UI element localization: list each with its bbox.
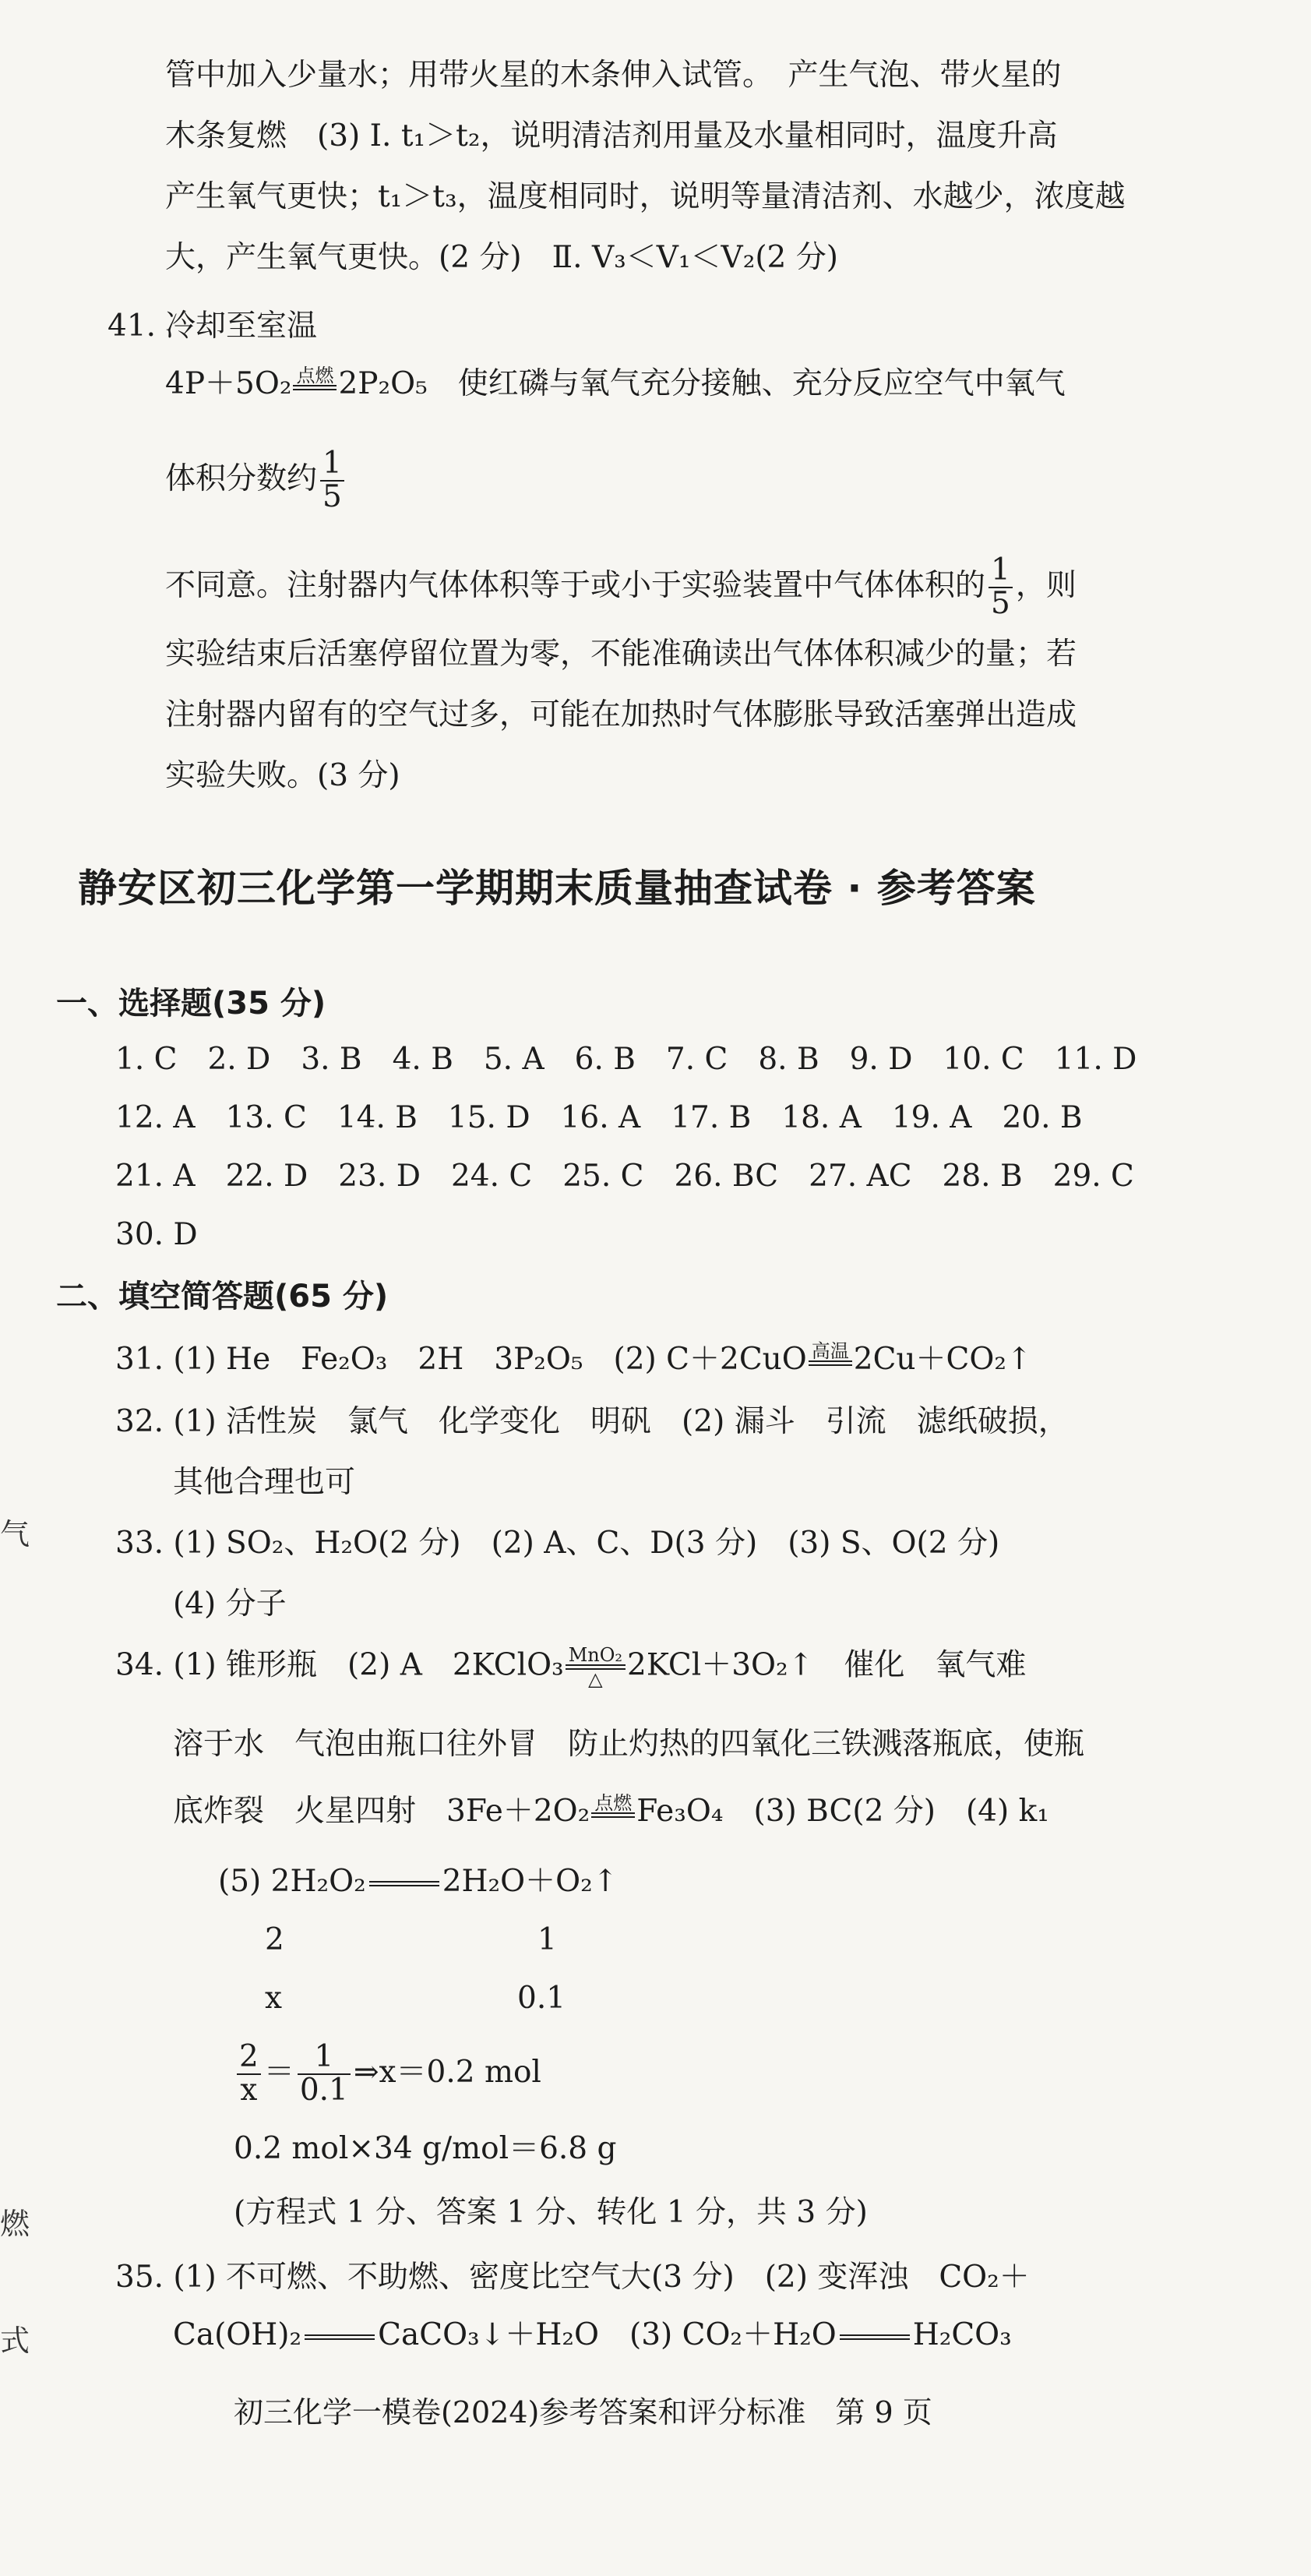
mc-answers-row-1: 1. C 2. D 3. B 4. B 5. A 6. B 7. C 8. B 9. D 10. C 11. D (115, 1042, 1137, 1077)
q35-middle: CaCO₃↓＋H₂O (3) CO₂＋H₂O (378, 2317, 837, 2352)
q41-line-3-text: 体积分数约 (165, 461, 318, 496)
q40-line-2: 木条复燃 (3) Ⅰ. t₁＞t₂，说明清洁剂用量及水量相同时，温度升高 (165, 118, 1058, 154)
q41-eq-text: 使红磷与氧气充分接触、充分反应空气中氧气 (457, 366, 1066, 401)
q40-line-3: 产生氧气更快；t₁＞t₃，温度相同时，说明等量清洁剂、水越少，浓度越 (165, 179, 1126, 214)
equals-sign (305, 2334, 375, 2340)
q40-line-4: 大，产生氧气更快。(2 分) Ⅱ. V₃＜V₁＜V₂(2 分) (165, 240, 838, 275)
q32-line-1: 32. (1) 活性炭 氯气 化学变化 明矾 (2) 漏斗 引流 滤纸破损， (115, 1404, 1069, 1439)
q34-products: 2KCl＋3O₂↑ 催化 氧气难 (627, 1647, 1027, 1683)
equals-sign (840, 2334, 910, 2340)
q34-line-3 (173, 1792, 1049, 1833)
q35-reactant: Ca(OH)₂ (173, 2317, 302, 2352)
edge-char: 式 (0, 2324, 30, 2358)
q34-line-4 (218, 1862, 618, 1902)
q34-line-3-end: Fe₃O₄ (3) BC(2 分) (4) k₁ (636, 1794, 1049, 1829)
q35-line-2 (173, 2316, 1012, 2355)
q33-line-2: (4) 分子 (173, 1586, 287, 1621)
fraction-1-over-0-1: $\frac{1}{0.1}$ (298, 2041, 351, 2107)
edge-char: 气 (0, 1517, 30, 1551)
q41-line-4 (165, 552, 1077, 621)
q41-eq-right: 2P₂O₅ (338, 366, 428, 401)
q41-line-4-end: ，则 (1015, 567, 1077, 603)
fraction-2-over-x: $\frac{2}{x}$ (237, 2041, 261, 2107)
page-title: 静安区初三化学第一学期期末质量抽查试卷 · 参考答案 (78, 866, 1036, 911)
q41-line-5: 实验结束后活塞停留位置为零，不能准确读出气体体积减少的量；若 (165, 637, 1077, 672)
q31-products: 2Cu＋CO₂↑ (853, 1342, 1032, 1377)
q34-line-2: 溶于水 气泡由瓶口往外冒 防止灼热的四氧化三铁溅落瓶底，使瓶 (173, 1727, 1085, 1762)
page-footer: 初三化学一模卷(2024)参考答案和评分标准 第 9 页 (234, 2395, 932, 2430)
q34-calc-line (234, 2041, 541, 2107)
q31-text: 31. (1) He Fe₂O₃ 2H 3P₂O₅ (2) C＋2CuO (115, 1342, 807, 1377)
q41-number: 41. (107, 309, 157, 344)
q41-equation-line (165, 365, 1066, 406)
fraction-one-fifth: $\frac{1}{5}$ (989, 555, 1013, 620)
q34-score: (方程式 1 分、答案 1 分、转化 1 分，共 3 分) (234, 2195, 868, 2230)
reaction-condition: 点燃 (293, 366, 337, 406)
edge-char: 燃 (0, 2207, 30, 2241)
ratio-row-2-left: x (265, 1981, 282, 2016)
equals-sign (369, 1881, 439, 1886)
q31-line (115, 1340, 1032, 1382)
q34-result: ⇒x＝0.2 mol (353, 2054, 541, 2090)
q34-products: 2H₂O＋O₂↑ (442, 1864, 618, 1899)
reaction-condition: MnO₂ △ (566, 1646, 626, 1689)
q34-line-1 (115, 1646, 1026, 1689)
q41-line-7: 实验失败。(3 分) (165, 758, 400, 793)
q41-line-3 (165, 448, 347, 513)
ratio-row-1-left: 2 (265, 1922, 284, 1957)
section-1-heading: 一、选择题(35 分) (56, 986, 326, 1022)
q32-line-2: 其他合理也可 (173, 1465, 356, 1500)
q41-line-1: 冷却至室温 (165, 309, 318, 344)
q41-line-4-text: 不同意。注射器内气体体积等于或小于实验装置中气体体积的 (165, 567, 986, 603)
reaction-condition: 点燃 (591, 1794, 635, 1833)
q35-product: H₂CO₃ (912, 2317, 1012, 2352)
q33-line-1: 33. (1) SO₂、H₂O(2 分) (2) A、C、D(3 分) (3) S、O(2 分) (115, 1526, 1000, 1561)
q34-reactant: (5) 2H₂O₂ (218, 1864, 366, 1899)
mc-answers-row-4: 30. D (115, 1217, 198, 1252)
q40-line-1: 管中加入少量水；用带火星的木条伸入试管。 产生气泡、带火星的 (165, 58, 1062, 93)
fraction-one-fifth: $\frac{1}{5}$ (320, 448, 344, 513)
q34-mass: 0.2 mol×34 g/mol＝6.8 g (234, 2131, 617, 2166)
mc-answers-row-2: 12. A 13. C 14. B 15. D 16. A 17. B 18. A 19. A 20. B (115, 1100, 1083, 1135)
q35-line-1: 35. (1) 不可燃、不助燃、密度比空气大(3 分) (2) 变浑浊 CO₂＋ (115, 2260, 1030, 2295)
ratio-row-1-right: 1 (537, 1922, 557, 1957)
ratio-row-2-right: 0.1 (517, 1981, 566, 2016)
q34-text: 34. (1) 锥形瓶 (2) A 2KClO₃ (115, 1647, 564, 1683)
q41-eq-left: 4P＋5O₂ (165, 366, 292, 401)
equals: ＝ (263, 2054, 294, 2090)
q41-line-6: 注射器内留有的空气过多，可能在加热时气体膨胀导致活塞弹出造成 (165, 697, 1077, 732)
reaction-condition: 高温 (809, 1342, 852, 1382)
q34-line-3-text: 底炸裂 火星四射 3Fe＋2O₂ (173, 1794, 590, 1829)
section-2-heading: 二、填空简答题(65 分) (56, 1279, 389, 1314)
mc-answers-row-3: 21. A 22. D 23. D 24. C 25. C 26. BC 27. AC 28. B 29. C (115, 1159, 1134, 1194)
